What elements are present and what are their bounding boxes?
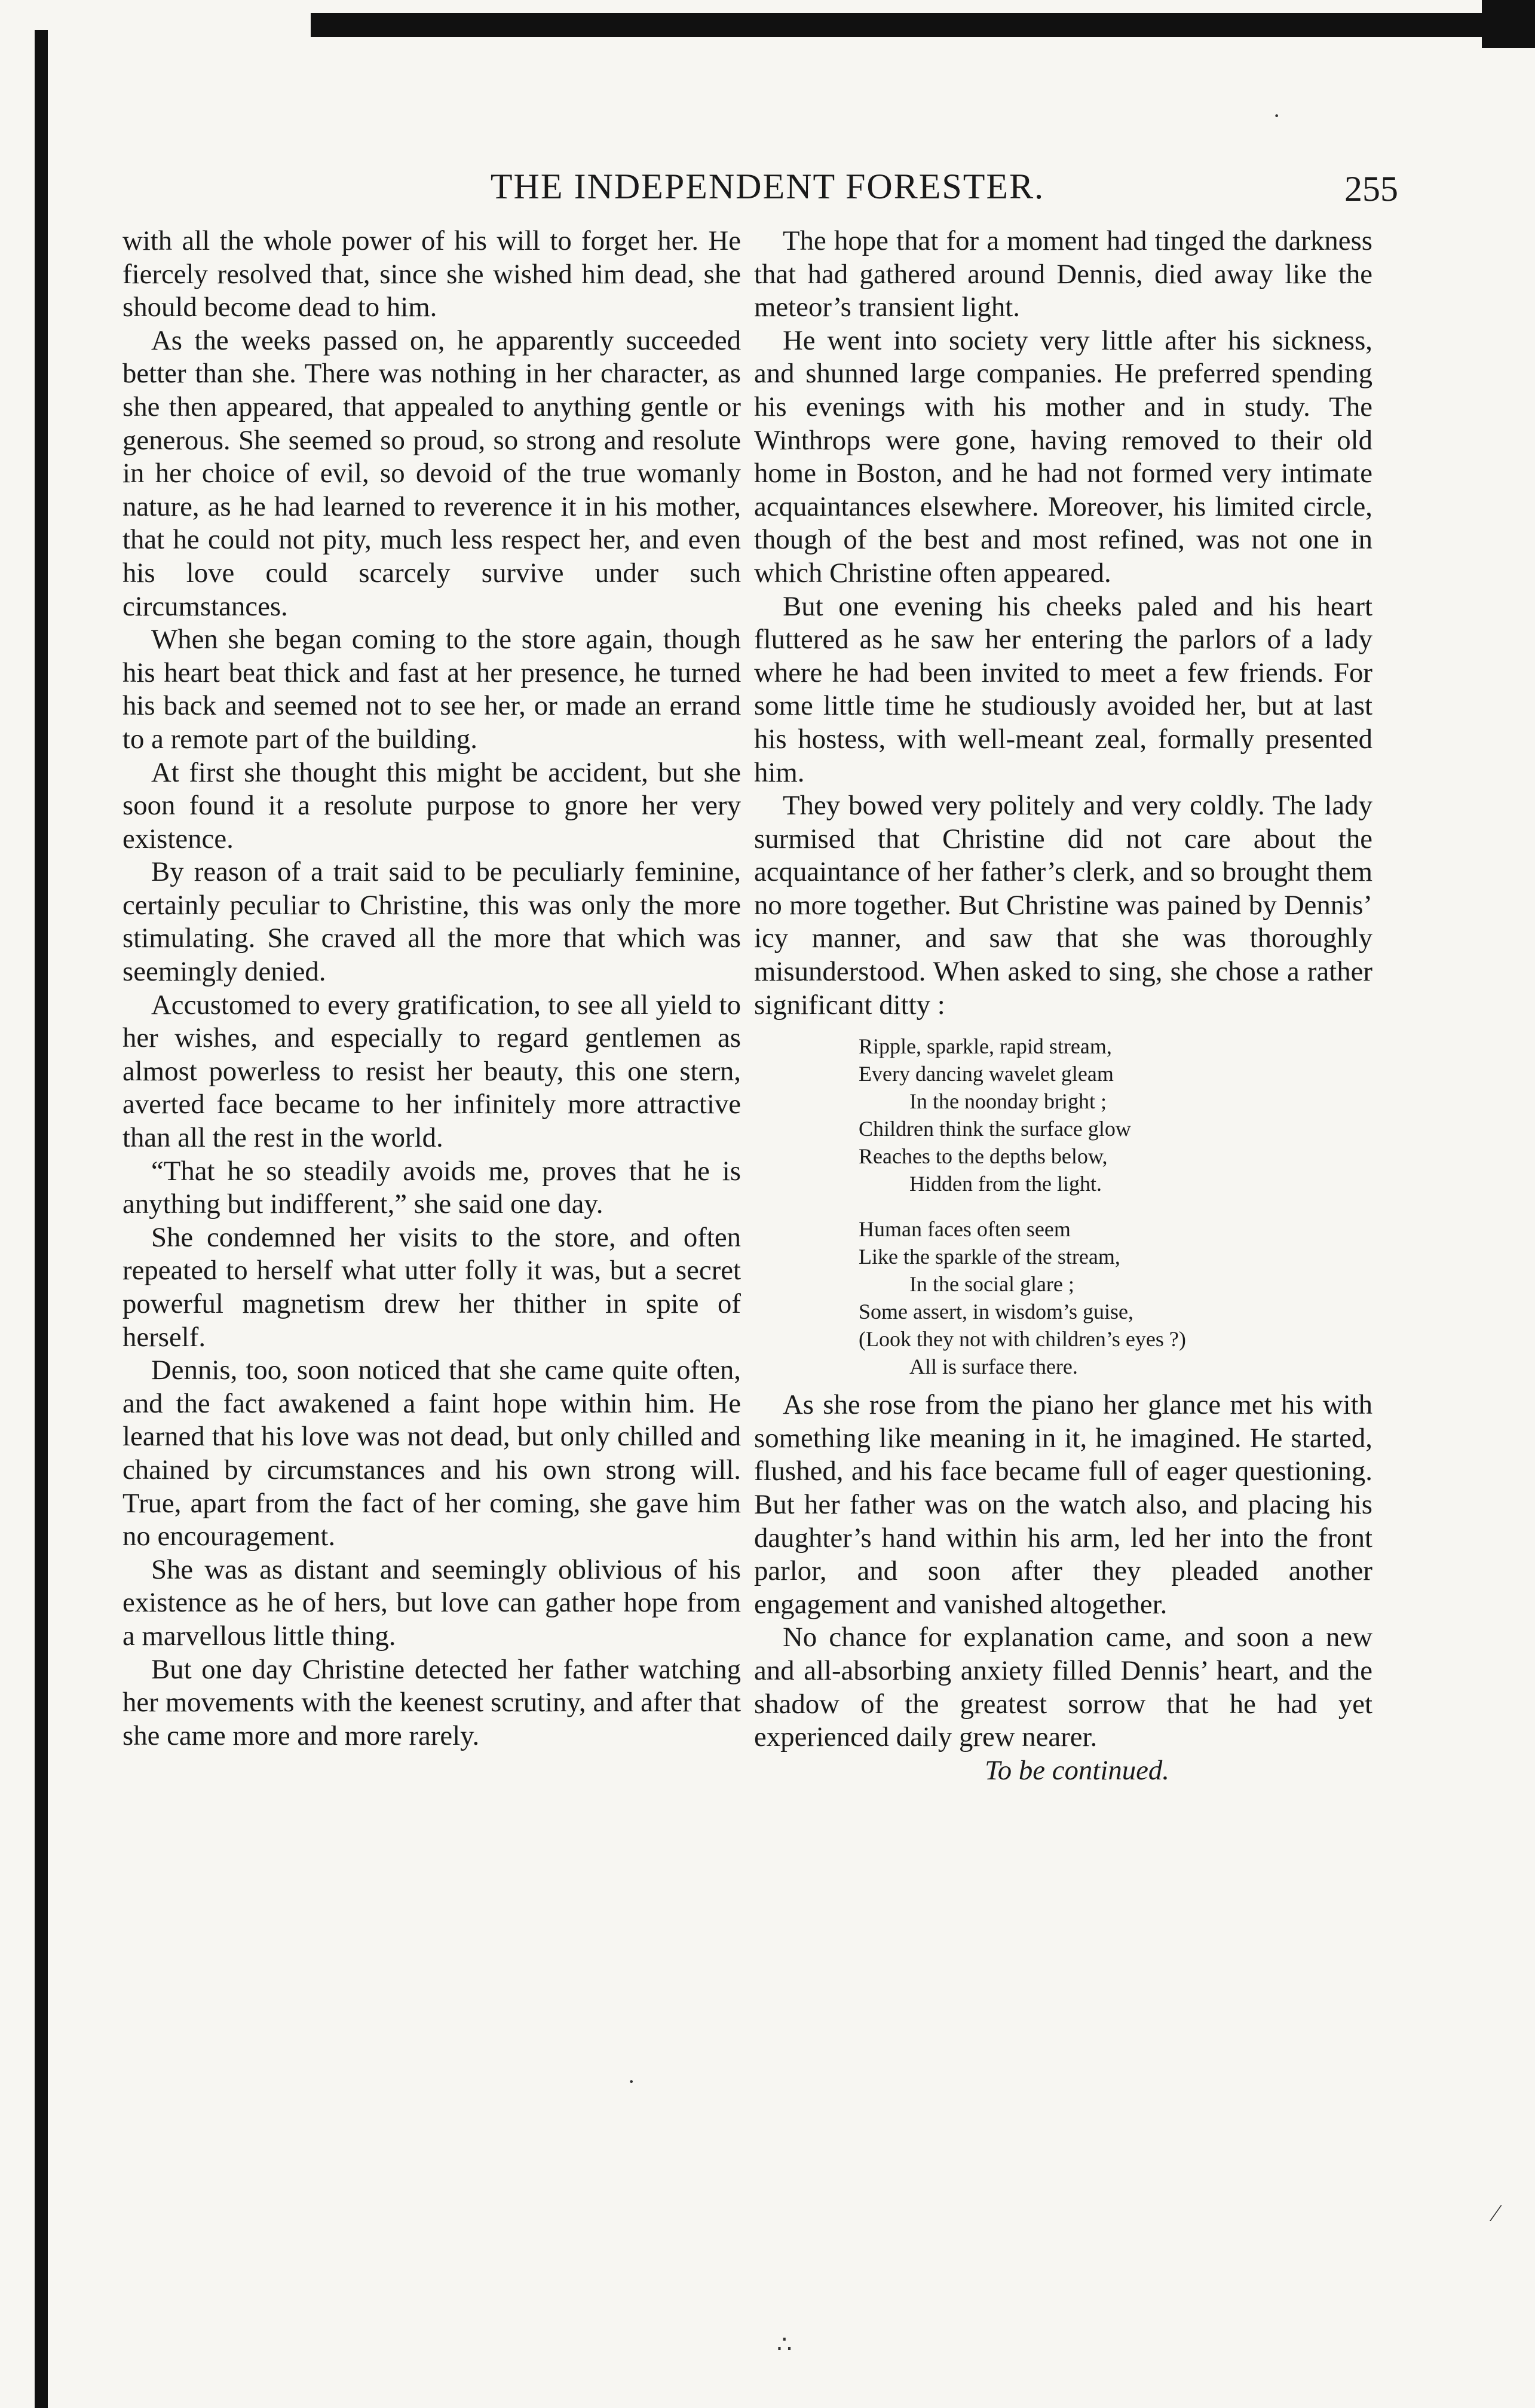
paragraph: Accustomed to every gratification, to see all yield to her wishes, and especially to regard gentlemen as almost powerless to resist her beauty, this one stern, averted face became to her infinitely more attractive than all the rest in the world. (122, 989, 741, 1154)
scan-smudge: ∴ (777, 2331, 792, 2358)
to-be-continued: To be continued. (985, 1754, 1169, 1786)
poem-line: Every dancing wavelet gleam (859, 1062, 1114, 1086)
running-title: THE INDEPENDENT FORESTER. (490, 167, 1045, 206)
paragraph: with all the whole power of his will to forget her. He fiercely resolved that, since she wished him dead, she should become dead to him. (122, 225, 741, 323)
poem-stanza (859, 1215, 1372, 1380)
poem-line: Like the sparkle of the stream, (859, 1245, 1120, 1269)
paragraph: They bowed very politely and very coldly. The lady surmised that Christine did not care about the acquaintance of her father’s clerk, and so brought them no more together. But Christine was pained by Dennis’ icy manner, and saw that she was thoroughly misunderstood. When asked to sing, she chose a rather significant ditty : (754, 790, 1372, 1021)
poem-line: Reaches to the depths below, (859, 1144, 1108, 1169)
scan-border-left (35, 30, 48, 2408)
paragraph: Dennis, too, soon noticed that she came quite often, and the fact awakened a faint hope within him. He learned that his love was not dead, but only chilled and chained by circumstances and his own strong will. True, apart from the fact of her coming, she gave him no encouragement. (122, 1355, 741, 1552)
paragraph: When she began coming to the store again, though his heart beat thick and fast at her presence, he turned his back and seemed not to see her, or made an errand to a remote part of the building. (122, 624, 741, 755)
poem-line: Children think the surface glow (859, 1117, 1131, 1141)
poem (754, 1033, 1372, 1380)
poem-line: In the noonday bright ; (909, 1089, 1107, 1114)
paragraph: The hope that for a moment had tinged the darkness that had gathered around Dennis, died away like the meteor’s transient light. (754, 225, 1372, 323)
paragraph: As the weeks passed on, he apparently succeeded better than she. There was nothing in her character, as she then appeared, that appealed to anything gentle or generous. She seemed so proud, so strong and resolute in her choice of evil, so devoid of the true womanly nature, as he had learned to reverence it in his mother, that he could not pity, much less respect her, and even his love could scarcely survive under such circumstances. (122, 324, 741, 622)
left-column (122, 225, 741, 1753)
paragraph: But one evening his cheeks paled and his heart fluttered as he saw her entering the parlors of a lady where he had been invited to meet a few friends. For some little time he studiously avoided her, but at last his hostess, with well-meant zeal, formally presented him. (754, 590, 1372, 788)
scan-scratch: ⁄ (1494, 2199, 1498, 2226)
page-number: 255 (1344, 169, 1398, 209)
poem-line: In the social glare ; (909, 1272, 1074, 1297)
paragraph: She condemned her visits to the store, and often repeated to herself what utter folly it was, but a secret powerful magnetism drew her thither in spite of herself. (122, 1221, 741, 1353)
poem-line: All is surface there. (909, 1355, 1078, 1379)
paragraph: “That he so steadily avoids me, proves that he is anything but indifferent,” she said one day. (122, 1155, 741, 1220)
paragraph: He went into society very little after his sickness, and shunned large companies. He preferred spending his evenings with his mother and in study. The Winthrops were gone, having removed to their old home in Boston, and he had not formed very intimate acquaintances elsewhere. Moreover, his limited circle, though of the best and most refined, was not one in which Christine often appeared. (754, 324, 1372, 589)
poem-line: (Look they not with children’s eyes ?) (859, 1327, 1186, 1352)
poem-line: Ripple, sparkle, rapid stream, (859, 1034, 1112, 1059)
poem-line: Hidden from the light. (909, 1172, 1102, 1196)
paragraph: She was as distant and seemingly oblivious of his existence as he of hers, but love can gather hope from a marvellous little thing. (122, 1554, 741, 1652)
poem-line: Human faces often seem (859, 1217, 1071, 1242)
scan-speck: · (1273, 102, 1281, 129)
paragraph: As she rose from the piano her glance met his with something like meaning in it, he imagined. He started, flushed, and his face became full of eager questioning. But her father was on the watch also, and placing his daughter’s hand within his arm, led her into the front parlor, and soon after they pleaded another engagement and vanished altogether. (754, 1389, 1372, 1620)
paragraph: By reason of a trait said to be peculiarly feminine, certainly peculiar to Christine, this was only the more stimulating. She craved all the more that which was seemingly denied. (122, 856, 741, 988)
scan-border-top (311, 13, 1527, 37)
right-column (754, 225, 1372, 1787)
poem-stanza (859, 1033, 1372, 1197)
paragraph: At first she thought this might be accident, but she soon found it a resolute purpose to gnore her very existence. (122, 756, 741, 854)
page-header (0, 166, 1535, 214)
paragraph: But one day Christine detected her father watching her movements with the keenest scrutiny, and after that she came more and more rarely. (122, 1653, 741, 1751)
poem-line: Some assert, in wisdom’s guise, (859, 1300, 1133, 1324)
scan-speck: · (627, 2068, 636, 2095)
scan-border-corner (1482, 0, 1535, 48)
paragraph: No chance for explanation came, and soon a new and all-absorbing anxiety filled Dennis’ heart, and the shadow of the greatest sorrow that he had yet experienced daily grew nearer. (754, 1622, 1372, 1753)
